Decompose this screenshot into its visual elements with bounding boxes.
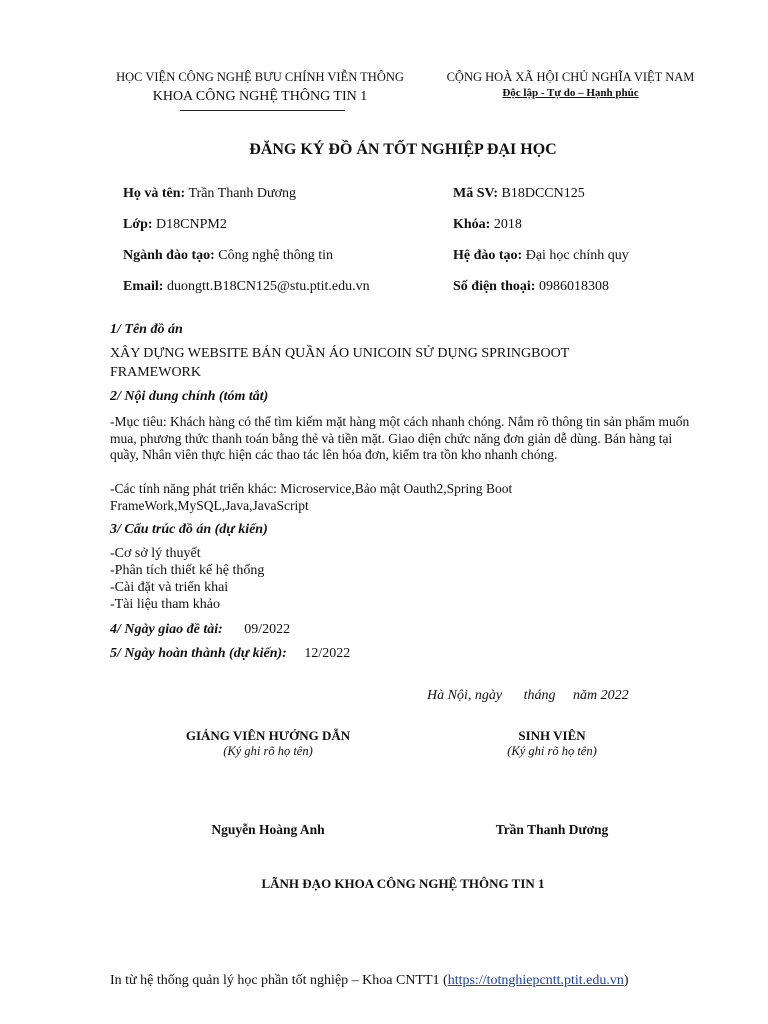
section-1-title: 1/ Tên đồ án	[110, 322, 183, 337]
motto: Độc lập - Tự do – Hạnh phúc	[502, 87, 639, 99]
email-value: duongtt.B18CN125@stu.ptit.edu.vn	[166, 279, 370, 294]
system-value: Đại học chính quy	[525, 248, 629, 263]
major-label: Ngành đào tạo:	[123, 248, 215, 263]
name-value: Trần Thanh Dương	[188, 186, 297, 201]
footer	[110, 973, 629, 989]
name-row	[123, 186, 296, 202]
assign-date-label: 4/ Ngày giao đề tài:	[110, 622, 223, 637]
student-id-row	[453, 186, 585, 202]
project-title-line1: XÂY DỰNG WEBSITE BÁN QUẦN ÁO UNICOIN SỬ DỤNG SPRINGBOOT	[110, 346, 570, 361]
system-row	[453, 248, 629, 264]
course-value: 2018	[493, 217, 522, 232]
faculty-leader-title: LÃNH ĐẠO KHOA CÔNG NGHỆ THÔNG TIN 1	[261, 876, 545, 891]
content-objective: -Mục tiêu: Khách hàng có thể tìm kiếm mặt hàng một cách nhanh chóng. Nắm rõ thông tin sản phẩm muốn mua, phương thức thanh toán bằng thẻ và tiền mặt. Giao diện chức năng đơn giản dễ dùng. Bán hàng tại quầy, Nhân viên thực hiện các thao tác lên hóa đơn, kiểm tra tồn kho nhanh chóng.	[110, 414, 690, 462]
footer-link[interactable]: https://totnghiepcntt.ptit.edu.vn	[447, 973, 624, 988]
date-place: Hà Nội, ngày	[427, 688, 503, 703]
assign-date-value: 09/2022	[244, 622, 291, 637]
date-line	[427, 688, 629, 704]
phone-row	[453, 279, 609, 295]
name-label: Họ và tên:	[123, 186, 186, 201]
advisor-sign-note: (Ký ghi rõ họ tên)	[223, 744, 313, 758]
class-label: Lớp:	[123, 217, 153, 232]
page-title: ĐĂNG KÝ ĐỒ ÁN TỐT NGHIỆP ĐẠI HỌC	[249, 141, 557, 158]
structure-item: -Tài liệu tham khảo	[110, 597, 221, 612]
section-3-title: 3/ Cấu trúc đồ án (dự kiến)	[110, 522, 268, 537]
content-features: -Các tính năng phát triển khác: Microservice,Bảo mật Oauth2,Spring Boot FrameWork,MySQL,Java,JavaScript	[110, 481, 513, 513]
assign-date-row	[110, 622, 290, 638]
structure-item: -Cơ sở lý thuyết	[110, 546, 201, 561]
footer-text: In từ hệ thống quản lý học phần tốt nghiệp – Khoa CNTT1 (	[110, 973, 448, 988]
finish-date-value: 12/2022	[304, 646, 351, 661]
date-year: năm 2022	[572, 688, 629, 703]
advisor-name: Nguyễn Hoàng Anh	[211, 822, 325, 837]
student-sign-name: Trần Thanh Dương	[495, 822, 609, 837]
class-row	[123, 217, 227, 233]
date-month: tháng	[523, 688, 556, 703]
institute-name: HỌC VIỆN CÔNG NGHỆ BƯU CHÍNH VIỄN THÔNG	[116, 70, 404, 84]
structure-item: -Phân tích thiết kế hệ thống	[110, 563, 265, 578]
email-label: Email:	[123, 279, 164, 294]
course-label: Khóa:	[453, 217, 491, 232]
phone-value: 0986018308	[538, 279, 609, 294]
advisor-title: GIẢNG VIÊN HƯỚNG DẪN	[185, 728, 351, 743]
finish-date-label: 5/ Ngày hoàn thành (dự kiến):	[110, 646, 287, 661]
country-name: CỘNG HOÀ XÃ HỘI CHỦ NGHĨA VIỆT NAM	[446, 70, 695, 84]
major-row	[123, 248, 333, 264]
system-label: Hệ đào tạo:	[453, 248, 523, 263]
student-sign-title: SINH VIÊN	[518, 728, 586, 743]
email-row	[123, 279, 370, 295]
project-title-line2: FRAMEWORK	[110, 365, 202, 380]
faculty-name: KHOA CÔNG NGHỆ THÔNG TIN 1	[152, 89, 368, 104]
phone-label: Số điện thoại:	[453, 279, 536, 294]
faculty-underline	[180, 110, 345, 111]
section-2-title: 2/ Nội dung chính (tóm tắt)	[110, 389, 269, 404]
student-id-value: B18DCCN125	[501, 186, 585, 201]
major-value: Công nghệ thông tin	[218, 248, 334, 263]
student-sign-note: (Ký ghi rõ họ tên)	[507, 744, 597, 758]
footer-close: )	[623, 973, 629, 988]
finish-date-row	[110, 646, 350, 662]
student-id-label: Mã SV:	[453, 186, 498, 201]
structure-item: -Cài đặt và triển khai	[110, 580, 229, 595]
course-row	[453, 217, 522, 233]
class-value: D18CNPM2	[156, 217, 227, 232]
